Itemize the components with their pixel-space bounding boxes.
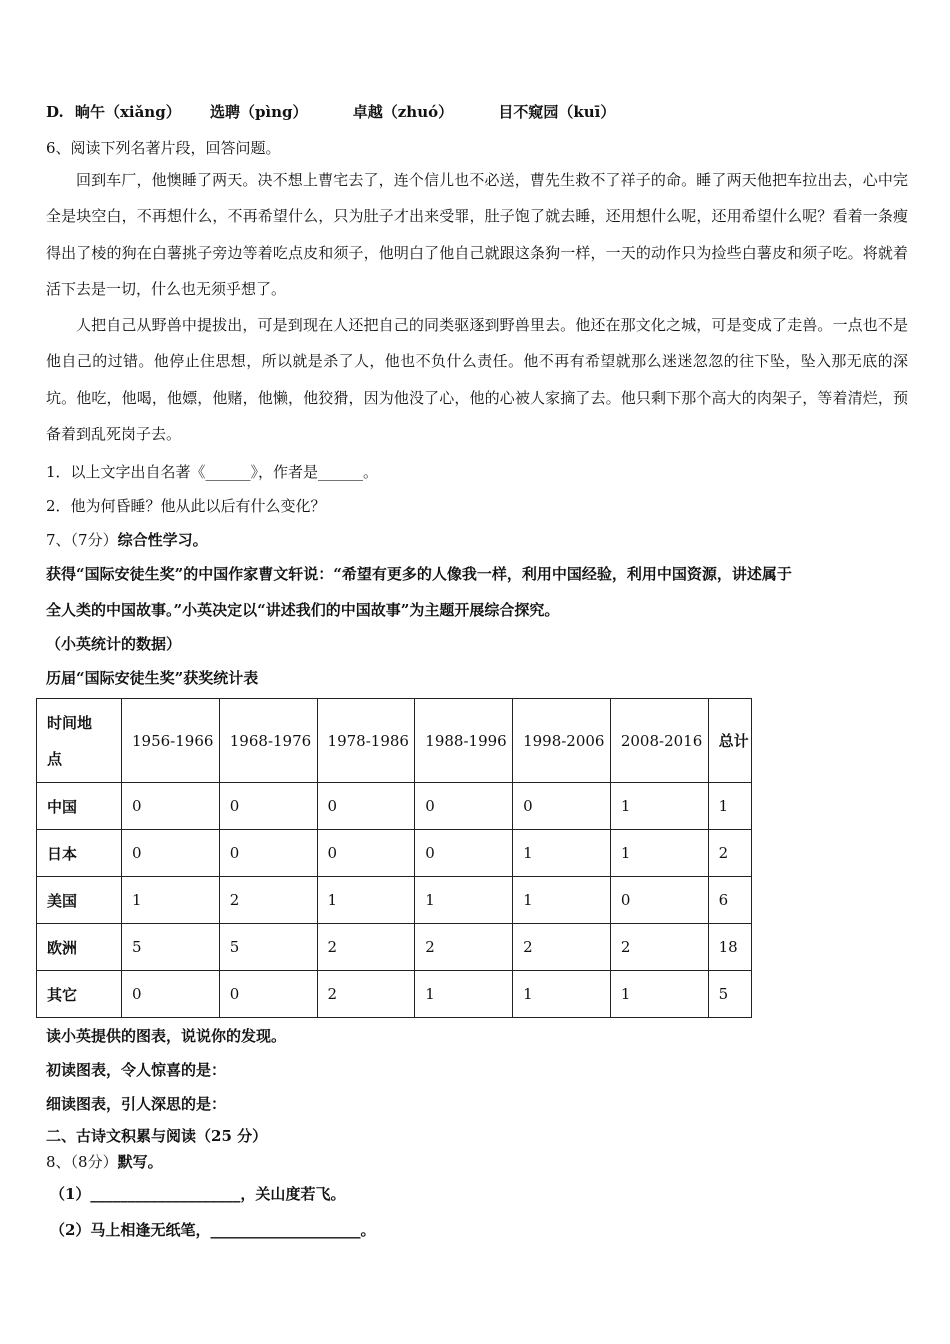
q7-topic: 综合性学习。: [117, 531, 208, 549]
table-cell: 1: [513, 877, 611, 924]
q7-title: [46, 530, 208, 550]
table-cell: 0: [513, 783, 611, 830]
column-header: 1998-2006: [513, 699, 611, 783]
column-header: 1978-1986: [317, 699, 415, 783]
option-d-item-1: 晌午（xiǎng）: [74, 103, 181, 121]
table-corner-cell: [37, 699, 122, 783]
table-cell: 18: [708, 924, 751, 971]
q6-paragraph-1: 回到车厂，他懊睡了两天。决不想上曹宅去了，连个信儿也不必送，曹先生救不了祥子的命。睡了两天他把车拉出去，心中完全是块空白，不再想什么，不再希望什么，只为肚子才出来受罪，肚子饱了就去睡，还用想什么呢，还用希望什么呢？看着一条瘦得出了棱的狗在白薯挑子旁边等着吃点皮和须子，他明白了他自己就跟这条狗一样，一天的动作只为捡些白薯皮和须子吃。将就着活下去是一切，什么也无须乎想了。: [46, 171, 908, 298]
q7-prompt: 读小英提供的图表，说说你的发现。: [46, 1027, 287, 1045]
table-cell: 1: [513, 830, 611, 877]
table-cell: 0: [122, 783, 220, 830]
table-row: [37, 924, 752, 971]
option-d-item-3: 卓越（zhuó）: [352, 103, 454, 121]
column-header: 1988-1996: [415, 699, 513, 783]
column-header: 1956-1966: [122, 699, 220, 783]
table-cell: 1: [610, 830, 708, 877]
table-row: [37, 830, 752, 877]
table-cell: 5: [219, 924, 317, 971]
award-statistics-table: [36, 698, 752, 1018]
table-cell: 2: [513, 924, 611, 971]
column-header-total: 总计: [708, 699, 751, 783]
row-region: 日本: [37, 830, 122, 877]
table-header-row: [37, 699, 752, 783]
q6-paragraph-2: 人把自己从野兽中提拔出，可是到现在人还把自己的同类驱逐到野兽里去。他还在那文化之城，可是变成了走兽。一点也不是他自己的过错。他停止住思想，所以就是杀了人，他也不负什么责任。他不再有希望就那么迷迷忽忽的往下坠，坠入那无底的深坑。他吃，他喝，他嫖，他赌，他懒，他狡猾，因为他没了心，他的心被人家摘了去。他只剩下那个高大的肉架子，等着清烂，预备着到乱死岗子去。: [46, 316, 908, 444]
table-cell: 0: [219, 971, 317, 1018]
q6-passage: [46, 162, 908, 452]
option-d-line: [46, 102, 615, 122]
table-cell: 5: [122, 924, 220, 971]
q7-intro-line-1: 获得“国际安徒生奖”的中国作家曹文轩说：“希望有更多的人像我一样，利用中国经验，利用中国资源，讲述属于: [46, 565, 792, 583]
q6-sub-question-1: 1．以上文字出自名著《______》，作者是______。: [46, 463, 379, 481]
table-cell: 1: [610, 971, 708, 1018]
corner-label-line-1: 时间地: [47, 713, 93, 732]
table-row: [37, 877, 752, 924]
option-d-letter: D.: [46, 103, 64, 121]
table-cell: 0: [317, 783, 415, 830]
column-header: 1968-1976: [219, 699, 317, 783]
table-cell: 0: [122, 971, 220, 1018]
row-region: 美国: [37, 877, 122, 924]
option-d-item-4: 目不窥园（kuī）: [498, 103, 616, 121]
table-cell: 2: [317, 971, 415, 1018]
table-cell: 2: [317, 924, 415, 971]
q6-sub-question-2: 2．他为何昏睡？他从此以后有什么变化？: [46, 497, 326, 515]
table-cell: 0: [219, 783, 317, 830]
table-cell: 1: [317, 877, 415, 924]
table-cell: 1: [708, 783, 751, 830]
table-row: [37, 971, 752, 1018]
table-cell: 1: [415, 877, 513, 924]
table-cell: 2: [708, 830, 751, 877]
table-cell: 0: [219, 830, 317, 877]
table-cell: 1: [610, 783, 708, 830]
table-cell: 2: [219, 877, 317, 924]
q6-title: 6、阅读下列名著片段，回答问题。: [46, 139, 281, 157]
table-cell: 5: [708, 971, 751, 1018]
option-d-item-2: 选聘（pìng）: [209, 103, 308, 121]
table-cell: 6: [708, 877, 751, 924]
q8-title: [46, 1152, 163, 1172]
row-region: 欧洲: [37, 924, 122, 971]
table-cell: 0: [610, 877, 708, 924]
q8-topic: 默写。: [117, 1153, 163, 1171]
table-cell: 0: [122, 830, 220, 877]
table-cell: 2: [415, 924, 513, 971]
table-cell: 0: [317, 830, 415, 877]
q8-item-1: （1）____________________，关山度若飞。: [50, 1185, 346, 1203]
q7-intro-line-2: 全人类的中国故事。”小英决定以“讲述我们的中国故事”为主题开展综合探究。: [46, 601, 560, 619]
table-row: [37, 783, 752, 830]
row-region: 其它: [37, 971, 122, 1018]
table-cell: 1: [415, 971, 513, 1018]
table-cell: 0: [415, 783, 513, 830]
q7-score: 7、（7分）: [46, 531, 118, 549]
q7-table-title: 历届“国际安徒生奖”获奖统计表: [46, 669, 259, 687]
section-2-title: 二、古诗文积累与阅读（25 分）: [46, 1127, 268, 1145]
row-region: 中国: [37, 783, 122, 830]
q8-item-2: （2）马上相逢无纸笔，____________________。: [50, 1221, 376, 1239]
q8-score: 8、（8分）: [46, 1153, 118, 1171]
table-cell: 0: [415, 830, 513, 877]
q7-finding-2: 细读图表，引人深思的是：: [46, 1095, 227, 1113]
q7-data-label: （小英统计的数据）: [46, 635, 182, 653]
column-header: 2008-2016: [610, 699, 708, 783]
table-cell: 1: [122, 877, 220, 924]
q7-finding-1: 初读图表，令人惊喜的是：: [46, 1061, 227, 1079]
corner-label-line-2: 点: [47, 749, 63, 768]
table-cell: 2: [610, 924, 708, 971]
table-cell: 1: [513, 971, 611, 1018]
